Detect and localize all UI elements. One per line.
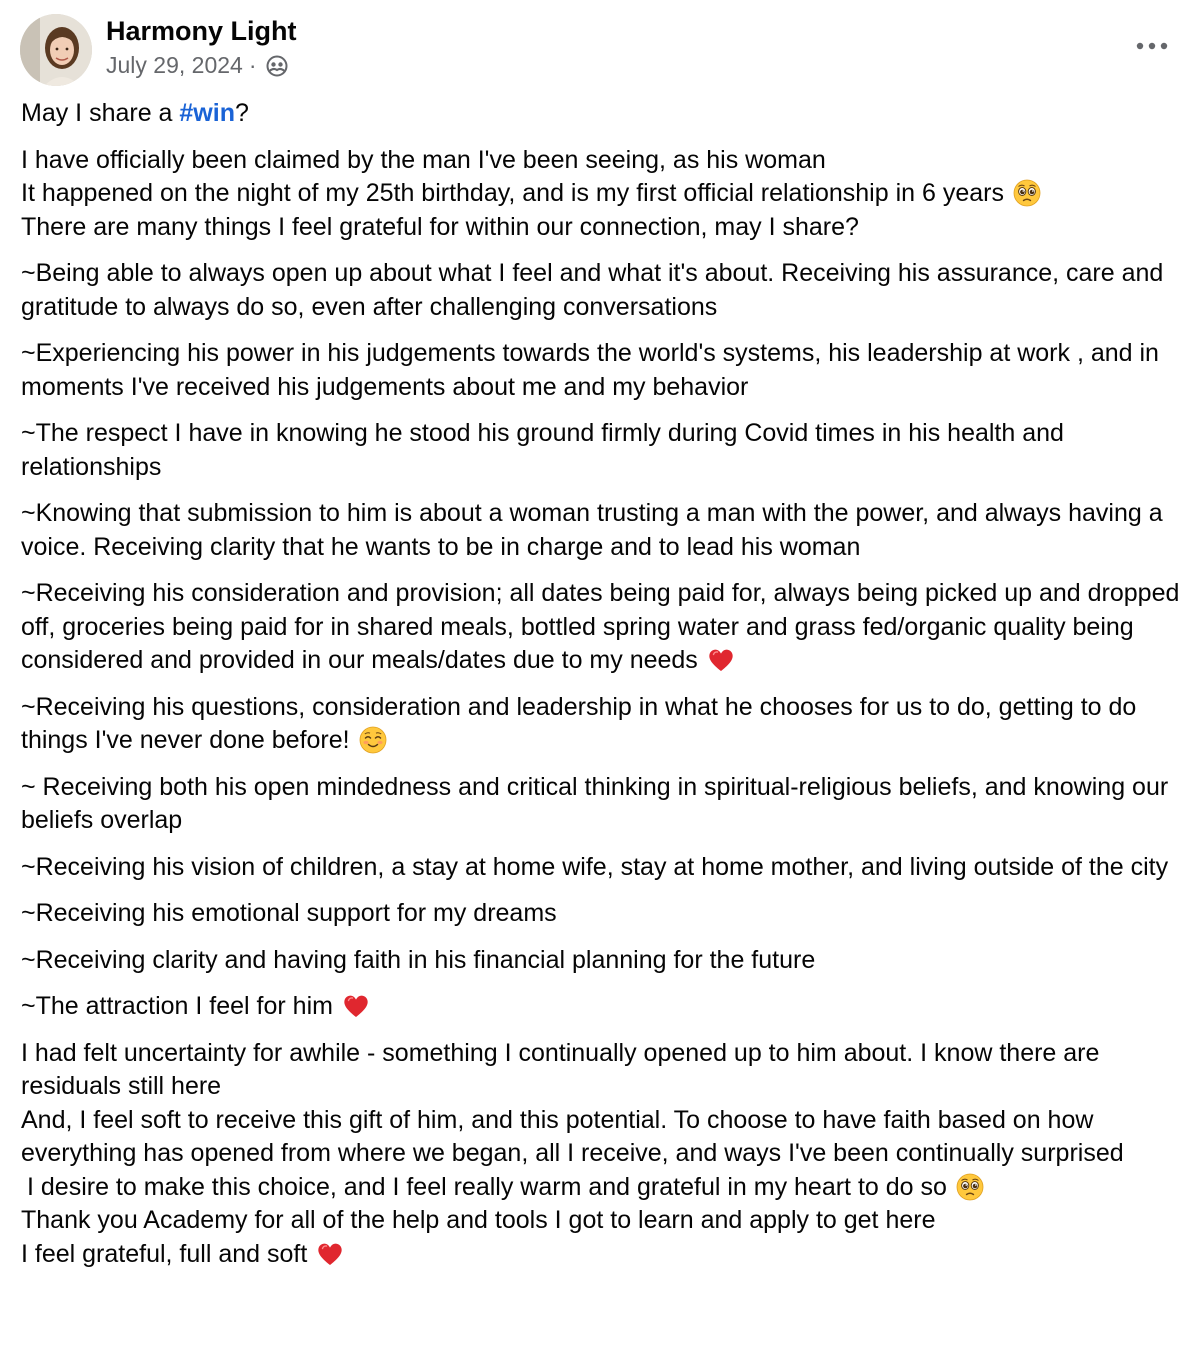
list-item: ~The attraction I feel for him [21,990,1186,1024]
post-header [20,14,1180,86]
post-line: I have officially been claimed by the man I've been seeing, as his woman [21,145,826,174]
list-item: ~Receiving his emotional support for my dreams [21,899,557,927]
post-line: Thank you Academy for all of the help and tools I got to learn and apply to get here [21,1206,936,1234]
friends-audience-icon[interactable] [265,54,289,78]
more-options-icon [1136,37,1168,55]
smiling-face-emoji [359,726,387,754]
post-meta [106,52,289,79]
meta-separator: · [248,52,257,78]
red-heart-emoji [342,992,370,1020]
post-line: And, I feel soft to receive this gift of him, and this potential. To choose to have faith based on how everything has opened from where we began, all I receive, and ways I've been continually surprised [21,1105,1124,1167]
post-closing [21,1037,1186,1272]
post-line: I had felt uncertainty for awhile - something I continually opened up to him about. I know there are residuals still here [21,1038,1100,1100]
post-body [21,97,1186,1284]
avatar[interactable] [20,14,92,86]
post-date[interactable]: July 29, 2024 [106,52,243,78]
list-item: ~ Receiving both his open mindedness and critical thinking in spiritual-religious beliefs, and knowing our beliefs overlap [21,772,1169,834]
more-options-button[interactable] [1132,34,1172,58]
pleading-face-emoji [1013,179,1041,207]
post-line: It happened on the night of my 25th birthday, and is my first official relationship in 6 years [21,177,1186,211]
list-item: ~Being able to always open up about what I feel and what it's about. Receiving his assurance, care and gratitude to always do so, even after challenging conversations [21,259,1164,321]
list-item: ~Knowing that submission to him is about a woman trusting a man with the power, and always having a voice. Receiving clarity that he wants to be in charge and to lead his woman [21,499,1163,561]
post-line: There are many things I feel grateful for within our connection, may I share? [21,212,859,241]
post-intro: May I share a #win? [21,99,249,127]
list-item: ~Experiencing his power in his judgements towards the world's systems, his leadership at work , and in moments I've received his judgements about me and my behavior [21,339,1159,401]
list-item: ~Receiving his vision of children, a stay at home wife, stay at home mother, and living outside of the city [21,852,1169,881]
red-heart-emoji [707,646,735,674]
post-paragraph [21,144,1186,245]
list-item: ~Receiving his questions, consideration and leadership in what he chooses for us to do, getting to do things I've never done before! [21,692,1137,754]
hashtag-link[interactable]: #win [179,99,235,127]
pleading-face-emoji [956,1173,984,1201]
post-line: I desire to make this choice, and I feel really warm and grateful in my heart to do so [21,1171,1186,1205]
list-item: ~The respect I have in knowing he stood his ground firmly during Covid times in his health and relationships [21,419,1064,481]
list-item: ~Receiving his consideration and provision; all dates being paid for, always being picked up and dropped off, groceries being paid for in shared meals, bottled spring water and grass fed/organic quality being considered and provided in our meals/dates due to my needs [21,579,1180,674]
list-item: ~Receiving clarity and having faith in his financial planning for the future [21,945,816,974]
post-line: I feel grateful, full and soft [21,1238,1186,1272]
author-name[interactable]: Harmony Light [106,16,297,46]
red-heart-emoji [316,1240,344,1268]
